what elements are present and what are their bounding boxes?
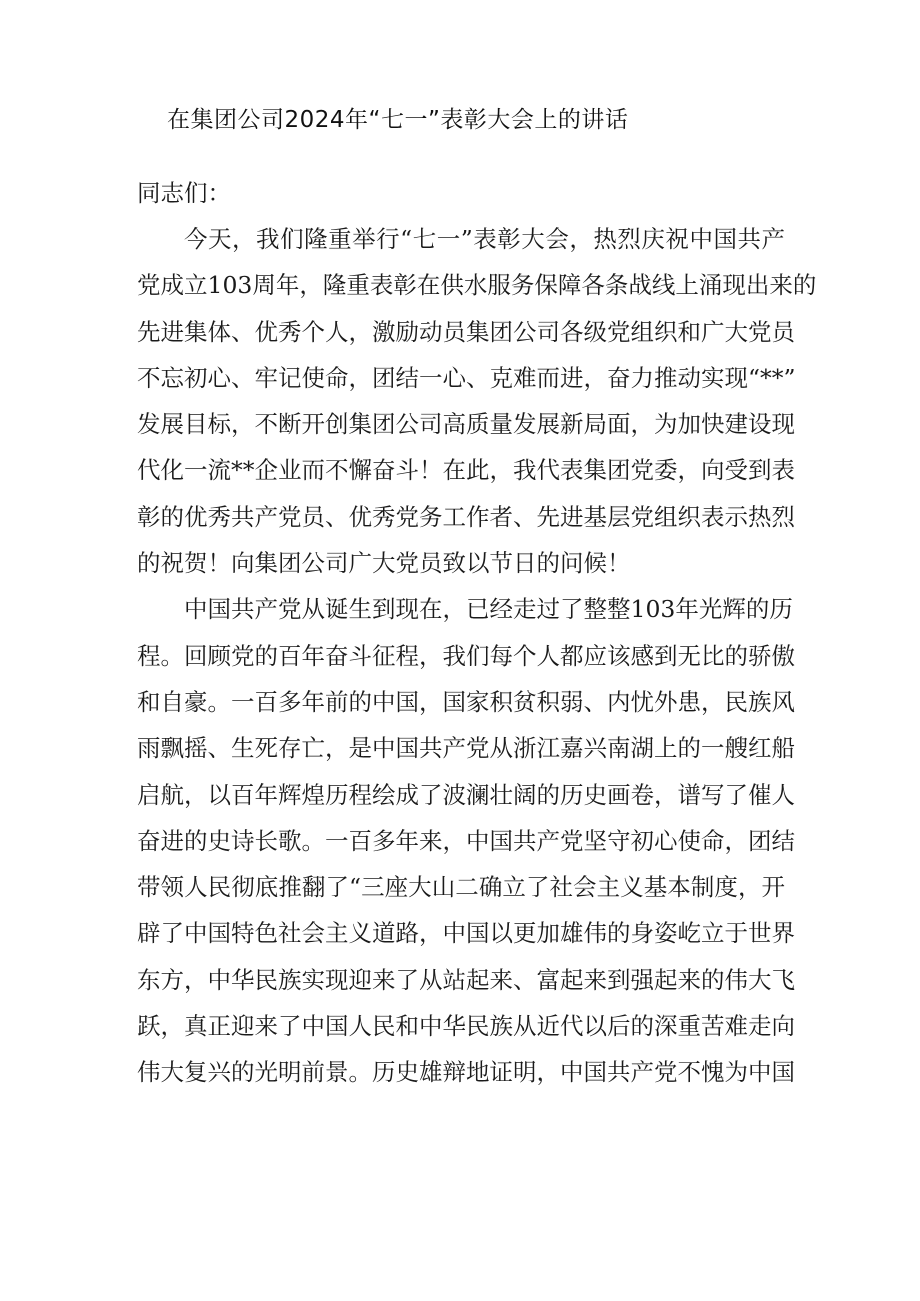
paragraph-line: 党成立103周年，隆重表彰在供水服务保障各条战线上涌现出来的 xyxy=(137,271,817,300)
paragraph-line: 启航，以百年辉煌历程绘成了波澜壮阔的历史画卷，谱写了催人 xyxy=(137,780,795,809)
paragraph-line: 跃，真正迎来了中国人民和中华民族从近代以后的深重苦难走向 xyxy=(137,1012,795,1041)
document-title: 在集团公司2024年“七一”表彰大会上的讲话 xyxy=(167,107,629,133)
paragraph-line: 雨飘摇、生死存亡，是中国共产党从浙江嘉兴南湖上的一艘红船 xyxy=(137,734,795,763)
document-body xyxy=(137,170,817,1096)
paragraph-line: 奋进的史诗长歌。一百多年来，中国共产党坚守初心使命，团结 xyxy=(137,826,795,855)
paragraph-line: 程。回顾党的百年奋斗征程，我们每个人都应该感到无比的骄傲 xyxy=(137,641,795,670)
paragraph-line: 今天，我们隆重举行“七一”表彰大会，热烈庆祝中国共产 xyxy=(184,225,785,253)
paragraph-1 xyxy=(137,216,817,586)
paragraph-line: 和自豪。一百多年前的中国，国家积贫积弱、内忧外患，民族风 xyxy=(137,687,795,716)
paragraph-line: 东方，中华民族实现迎来了从站起来、富起来到强起来的伟大飞 xyxy=(137,965,795,994)
paragraph-line: 彰的优秀共产党员、优秀党务工作者、先进基层党组织表示热烈 xyxy=(137,502,795,531)
paragraph-line: 辟了中国特色社会主义道路，中国以更加雄伟的身姿屹立于世界 xyxy=(137,919,795,948)
salutation: 同志们： xyxy=(137,179,231,207)
paragraph-line: 先进集体、优秀个人，激励动员集团公司各级党组织和广大党员 xyxy=(137,317,795,346)
paragraph-2 xyxy=(137,586,795,1095)
paragraph-line: 中国共产党从诞生到现在，已经走过了整整103年光辉的历 xyxy=(184,595,793,624)
paragraph-line: 不忘初心、牢记使命，团结一心、克难而进，奋力推动实现“**” xyxy=(137,363,796,392)
paragraph-line: 带领人民彻底推翻了“三座大山二确立了社会主义基本制度，开 xyxy=(137,873,785,902)
paragraph-line: 伟大复兴的光明前景。历史雄辩地证明，中国共产党不愧为中国 xyxy=(137,1058,795,1087)
paragraph-line: 发展目标，不断开创集团公司高质量发展新局面，为加快建设现 xyxy=(137,410,795,439)
paragraph-line: 代化一流**企业而不懈奋斗！在此，我代表集团党委，向受到表 xyxy=(137,456,795,485)
paragraph-line: 的祝贺！向集团公司广大党员致以节日的问候！ xyxy=(137,549,631,578)
